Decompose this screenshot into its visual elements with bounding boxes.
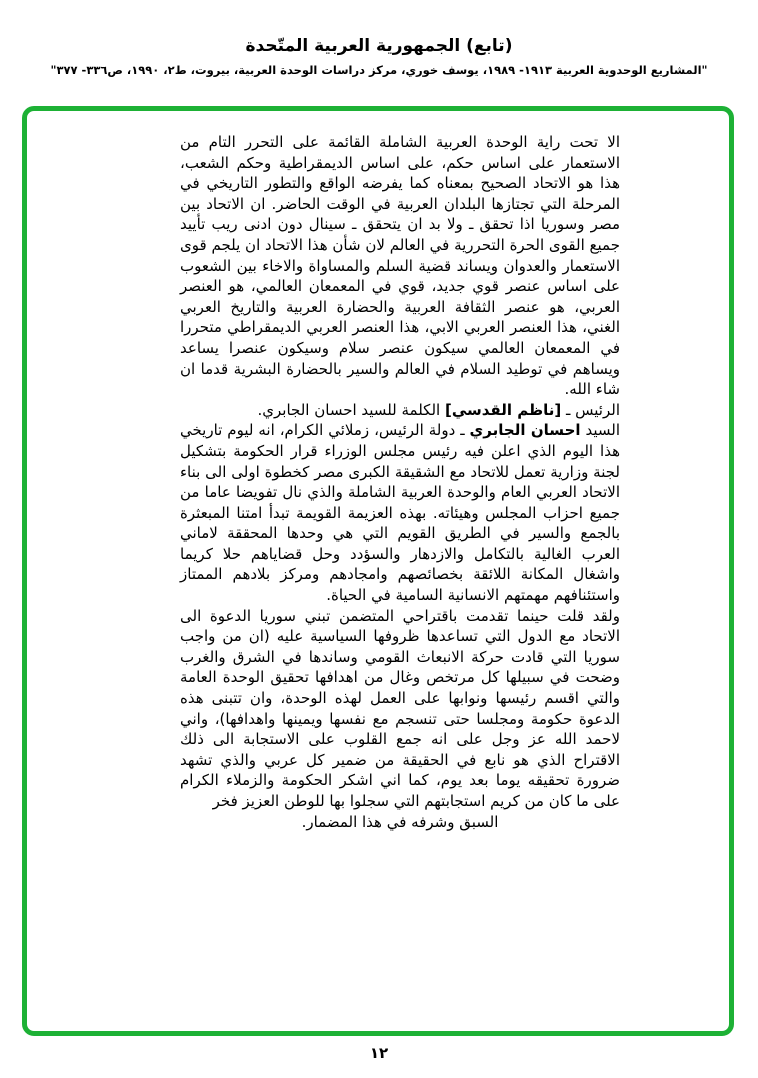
paragraph-proposal: ولقد قلت حينما تقدمت باقتراحي المتضمن تبني سوريا الدعوة الى الاتحاد مع الدول التي تساعدها ظروفها السياسية عليه (ان من واجب سوريا التي قادت حركة الانبعاث القومي وساندها في الشرق والغرب وضحت في سبيلها كل مرتخص وغال من اهدافها تحقيق الوحدة العامة والتي اقسم رئيسها ونوابها على العمل لهذه الوحدة، وان تتبنى هذه الدعوة حكومة ومجلسا حتى تنسجم مع نفسها ويمينها واهدافها)، واني لاحمد الله عز وجل على انه جمع القلوب على الاستجابة الى ذلك الاقتراح الذي هو نابع في الحقيقة من ضمير كل عربي والذي تشهد ضرورة تحقيقه يوما بعد يوم، كما اني اشكر الحكومة والزملاء الكرام على ما كان من كريم استجابتهم التي سجلوا بها للوطن العزيز فخر — [180, 606, 620, 810]
source-citation: "المشاريع الوحدوية العربية ١٩١٣- ١٩٨٩، يوسف خوري، مركز دراسات الوحدة العربية، بيروت، ط٢، ١٩٩٠، ص٣٣٦- ٣٧٧" — [50, 63, 708, 77]
page-title: (تابع) الجمهورية العربية المتّحدة — [245, 36, 513, 56]
paragraph-jabiri-speech — [180, 420, 620, 605]
closing-line: السبق وشرفه في هذا المضمار. — [301, 812, 499, 831]
page-number: ١٢ — [369, 1044, 389, 1062]
speaker-name: احسان الجابري — [469, 421, 581, 440]
speaker-prefix: السيد — [580, 421, 620, 440]
chairman-suffix: الكلمة للسيد احسان الجابري. — [257, 400, 445, 419]
chairman-prefix: الرئيس ـ — [561, 400, 620, 419]
paragraph-union-statement: الا تحت راية الوحدة العربية الشاملة القائمة على التحرر التام من الاستعمار على اساس حكم، على اساس الديمقراطية وحكم الشعب، هذا هو الاتحاد الصحيح بمعناه كما يفرضه الواقع والتطور التاريخي في المرحلة التي تجتازها البلدان العربية في الوقت الحاضر. ان الاتحاد بين مصر وسوريا اذا تحقق ـ ولا بد ان يتحقق ـ سينال دون ادنى ريب تأييد جميع القوى الحرة التحررية في العالم لان شأن هذا الاتحاد ان يلجم قوى الاستعمار والعدوان ويساند قضية السلم والمساواة والاخاء بين الشعوب على اساس عنصر قوي جديد، قوي في المعمعان العالمي، هو العنصر العربي، هو عنصر الثقافة العربية والحضارة العربية والتاريخ العربي الغني، هذا العنصر العربي الابي، هذا العنصر العربي الديمقراطي متحررا في المعمعان العالمي سيكون عنصر سلام وسيكون عنصرا يساعد ويساهم في توطيد السلام في العالم والسير بالحضارة البشرية قدما ان شاء الله. — [180, 133, 620, 399]
paragraph-chairman-line — [180, 400, 620, 421]
page-header — [0, 34, 758, 78]
chairman-name: [ناظم القدسي] — [444, 400, 562, 419]
body-text-column — [180, 132, 620, 832]
speaker-speech-text: ـ دولة الرئيس، زملائي الكرام، انه ليوم تاريخي هذا اليوم الذي اعلن فيه رئيس مجلس الوزراء قرار الحكومة بتشكيل لجنة وزارية تعمل للاتحاد مع الشقيقة الكبرى مصر كخطوة اولى الى بناء الاتحاد العربي العام والوحدة العربية الشاملة والذي نال تفويضا عاما من جميع احزاب المجلس وهيئاته. بهذه العزيمة القويمة تبدأ امتنا المبعثرة بالجمع والسير في الطريق القويم التي هي وحدها المحققة لاماني العرب الغالية بالتكامل والازدهار والسؤدد وحل قضاياهم حلا كريما واشغال المكانة اللائقة بخصائصهم وامجادهم ومركز بلادهم الممتاز واستئنافهم مهمتهم الانسانية السامية في الحياة. — [180, 421, 620, 605]
